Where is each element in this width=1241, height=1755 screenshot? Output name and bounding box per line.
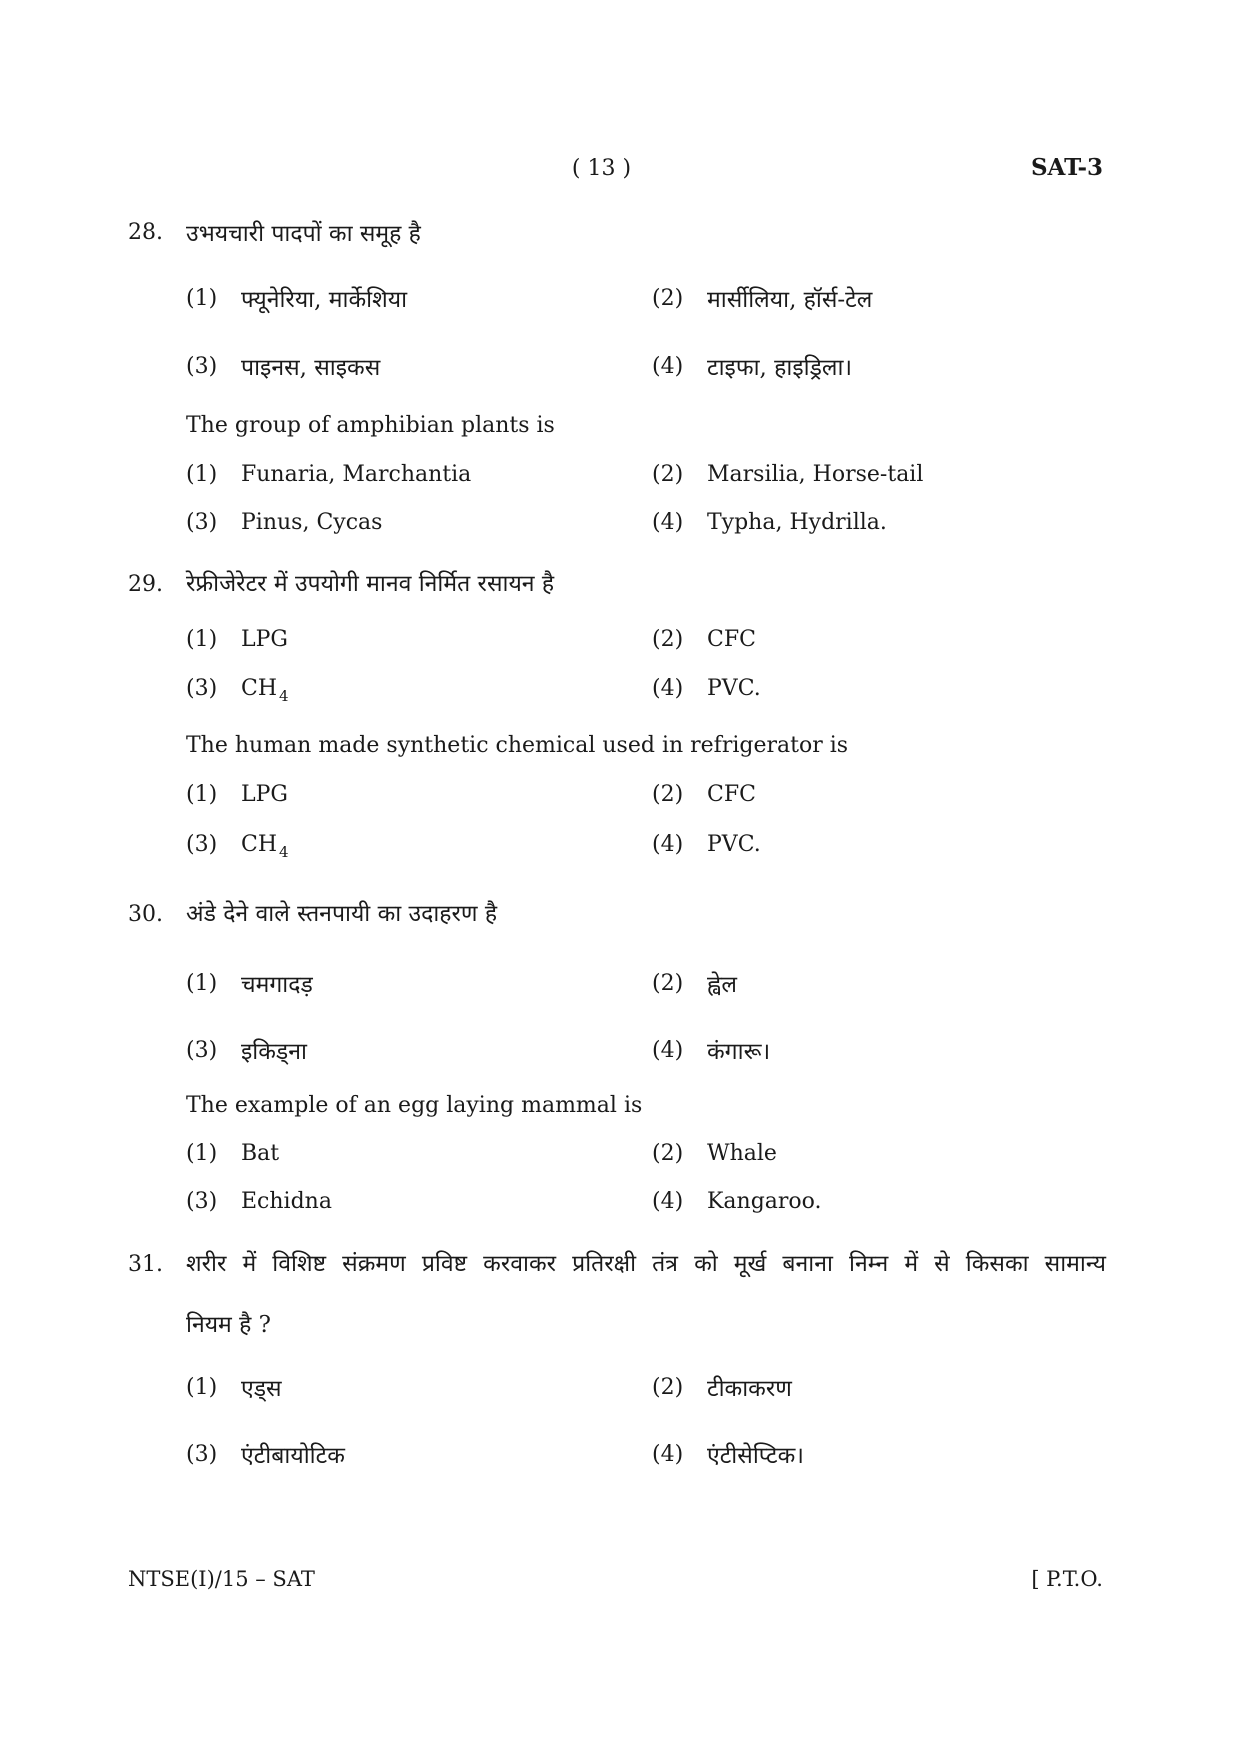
- question-number: 31.: [128, 1252, 163, 1277]
- question-stem-hindi: रेफ्रीजेरेटर में उपयोगी मानव निर्मित रसायन है: [186, 571, 555, 597]
- option-text-hindi: LPG: [241, 627, 288, 652]
- option-text-hindi: पाइनस, साइकस: [241, 355, 381, 381]
- footer-pto: [ P.T.O.: [1031, 1567, 1103, 1591]
- option-text-english: Bat: [241, 1141, 280, 1166]
- option-label: (1): [186, 286, 218, 311]
- option-label: (4): [652, 676, 684, 701]
- option-text-english: LPG: [241, 782, 288, 807]
- question-stem-english: The example of an egg laying mammal is: [186, 1093, 643, 1118]
- option-text-hindi: कंगारू।: [707, 1039, 771, 1065]
- option-label: (1): [186, 1141, 218, 1166]
- option-label: (1): [186, 971, 218, 996]
- question-number: 28.: [128, 220, 163, 245]
- option-label: (1): [186, 782, 218, 807]
- option-label: (3): [186, 1189, 218, 1214]
- option-label: (2): [652, 782, 684, 807]
- option-label: (4): [652, 1442, 684, 1467]
- subscript: 4: [279, 843, 289, 861]
- paper-code: SAT-3: [1030, 154, 1103, 181]
- footer-exam-code: NTSE(I)/15 – SAT: [128, 1567, 315, 1591]
- option-label: (4): [652, 1189, 684, 1214]
- option-label: (2): [652, 462, 684, 487]
- question-number: 29.: [128, 572, 163, 597]
- option-text-hindi: एड्स: [241, 1376, 282, 1402]
- option-text-english: PVC.: [707, 832, 761, 857]
- formula-text: CH: [241, 676, 278, 701]
- option-label: (1): [186, 627, 218, 652]
- option-label: (4): [652, 510, 684, 535]
- question-stem-hindi-line-1: शरीर में विशिष्ट संक्रमण प्रविष्ट करवाकर प्रतिरक्षी तंत्र को मूर्ख बनाना निम्न में से किसका सामान्य: [186, 1251, 1106, 1277]
- option-text-english: Marsilia, Horse-tail: [707, 462, 924, 487]
- option-label: (2): [652, 286, 684, 311]
- option-label: (1): [186, 462, 218, 487]
- option-text-hindi: PVC.: [707, 676, 761, 701]
- option-text-english: Typha, Hydrilla.: [707, 510, 887, 535]
- option-label: (2): [652, 1375, 684, 1400]
- option-label: (2): [652, 971, 684, 996]
- option-label: (4): [652, 832, 684, 857]
- page-number: ( 13 ): [571, 156, 632, 181]
- option-text-english: Kangaroo.: [707, 1189, 822, 1214]
- option-text-hindi: एंटीसेप्टिक।: [707, 1443, 804, 1469]
- question-stem-english: The group of amphibian plants is: [186, 413, 555, 438]
- option-text-hindi: CFC: [707, 627, 756, 652]
- option-label: (3): [186, 1038, 218, 1063]
- option-label: (2): [652, 1141, 684, 1166]
- option-text-hindi: टीकाकरण: [707, 1376, 792, 1402]
- option-text-hindi: ह्वेल: [707, 972, 737, 998]
- option-text-english: CFC: [707, 782, 756, 807]
- option-text-hindi: फ्यूनेरिया, मार्केशिया: [241, 287, 408, 313]
- option-text-english: Echidna: [241, 1189, 332, 1214]
- formula-text: CH: [241, 832, 278, 857]
- option-label: (4): [652, 1038, 684, 1063]
- option-text-english: Whale: [707, 1141, 777, 1166]
- option-label: (1): [186, 1375, 218, 1400]
- option-label: (3): [186, 832, 218, 857]
- option-text-english: Pinus, Cycas: [241, 510, 383, 535]
- question-stem-english: The human made synthetic chemical used in refrigerator is: [186, 733, 849, 758]
- option-label: (3): [186, 676, 218, 701]
- option-label: (2): [652, 627, 684, 652]
- option-text-hindi: टाइफा, हाइड्रिला।: [707, 355, 853, 381]
- question-stem-hindi: उभयचारी पादपों का समूह है: [186, 221, 421, 247]
- option-text-hindi: एंटीबायोटिक: [241, 1443, 345, 1469]
- question-number: 30.: [128, 902, 163, 927]
- option-text-hindi: चमगादड़: [241, 972, 313, 998]
- option-text-english: [241, 832, 289, 861]
- option-text-english: Funaria, Marchantia: [241, 462, 472, 487]
- option-label: (3): [186, 1442, 218, 1467]
- option-text-hindi: इकिड्ना: [241, 1039, 307, 1065]
- subscript: 4: [279, 687, 289, 705]
- question-stem-hindi-line-2: नियम है ?: [186, 1312, 271, 1338]
- question-stem-hindi: अंडे देने वाले स्तनपायी का उदाहरण है: [186, 901, 498, 927]
- option-label: (3): [186, 510, 218, 535]
- option-text-hindi: मार्सीलिया, हॉर्स-टेल: [707, 287, 873, 313]
- option-label: (4): [652, 354, 684, 379]
- option-label: (3): [186, 354, 218, 379]
- option-text-hindi: [241, 676, 289, 705]
